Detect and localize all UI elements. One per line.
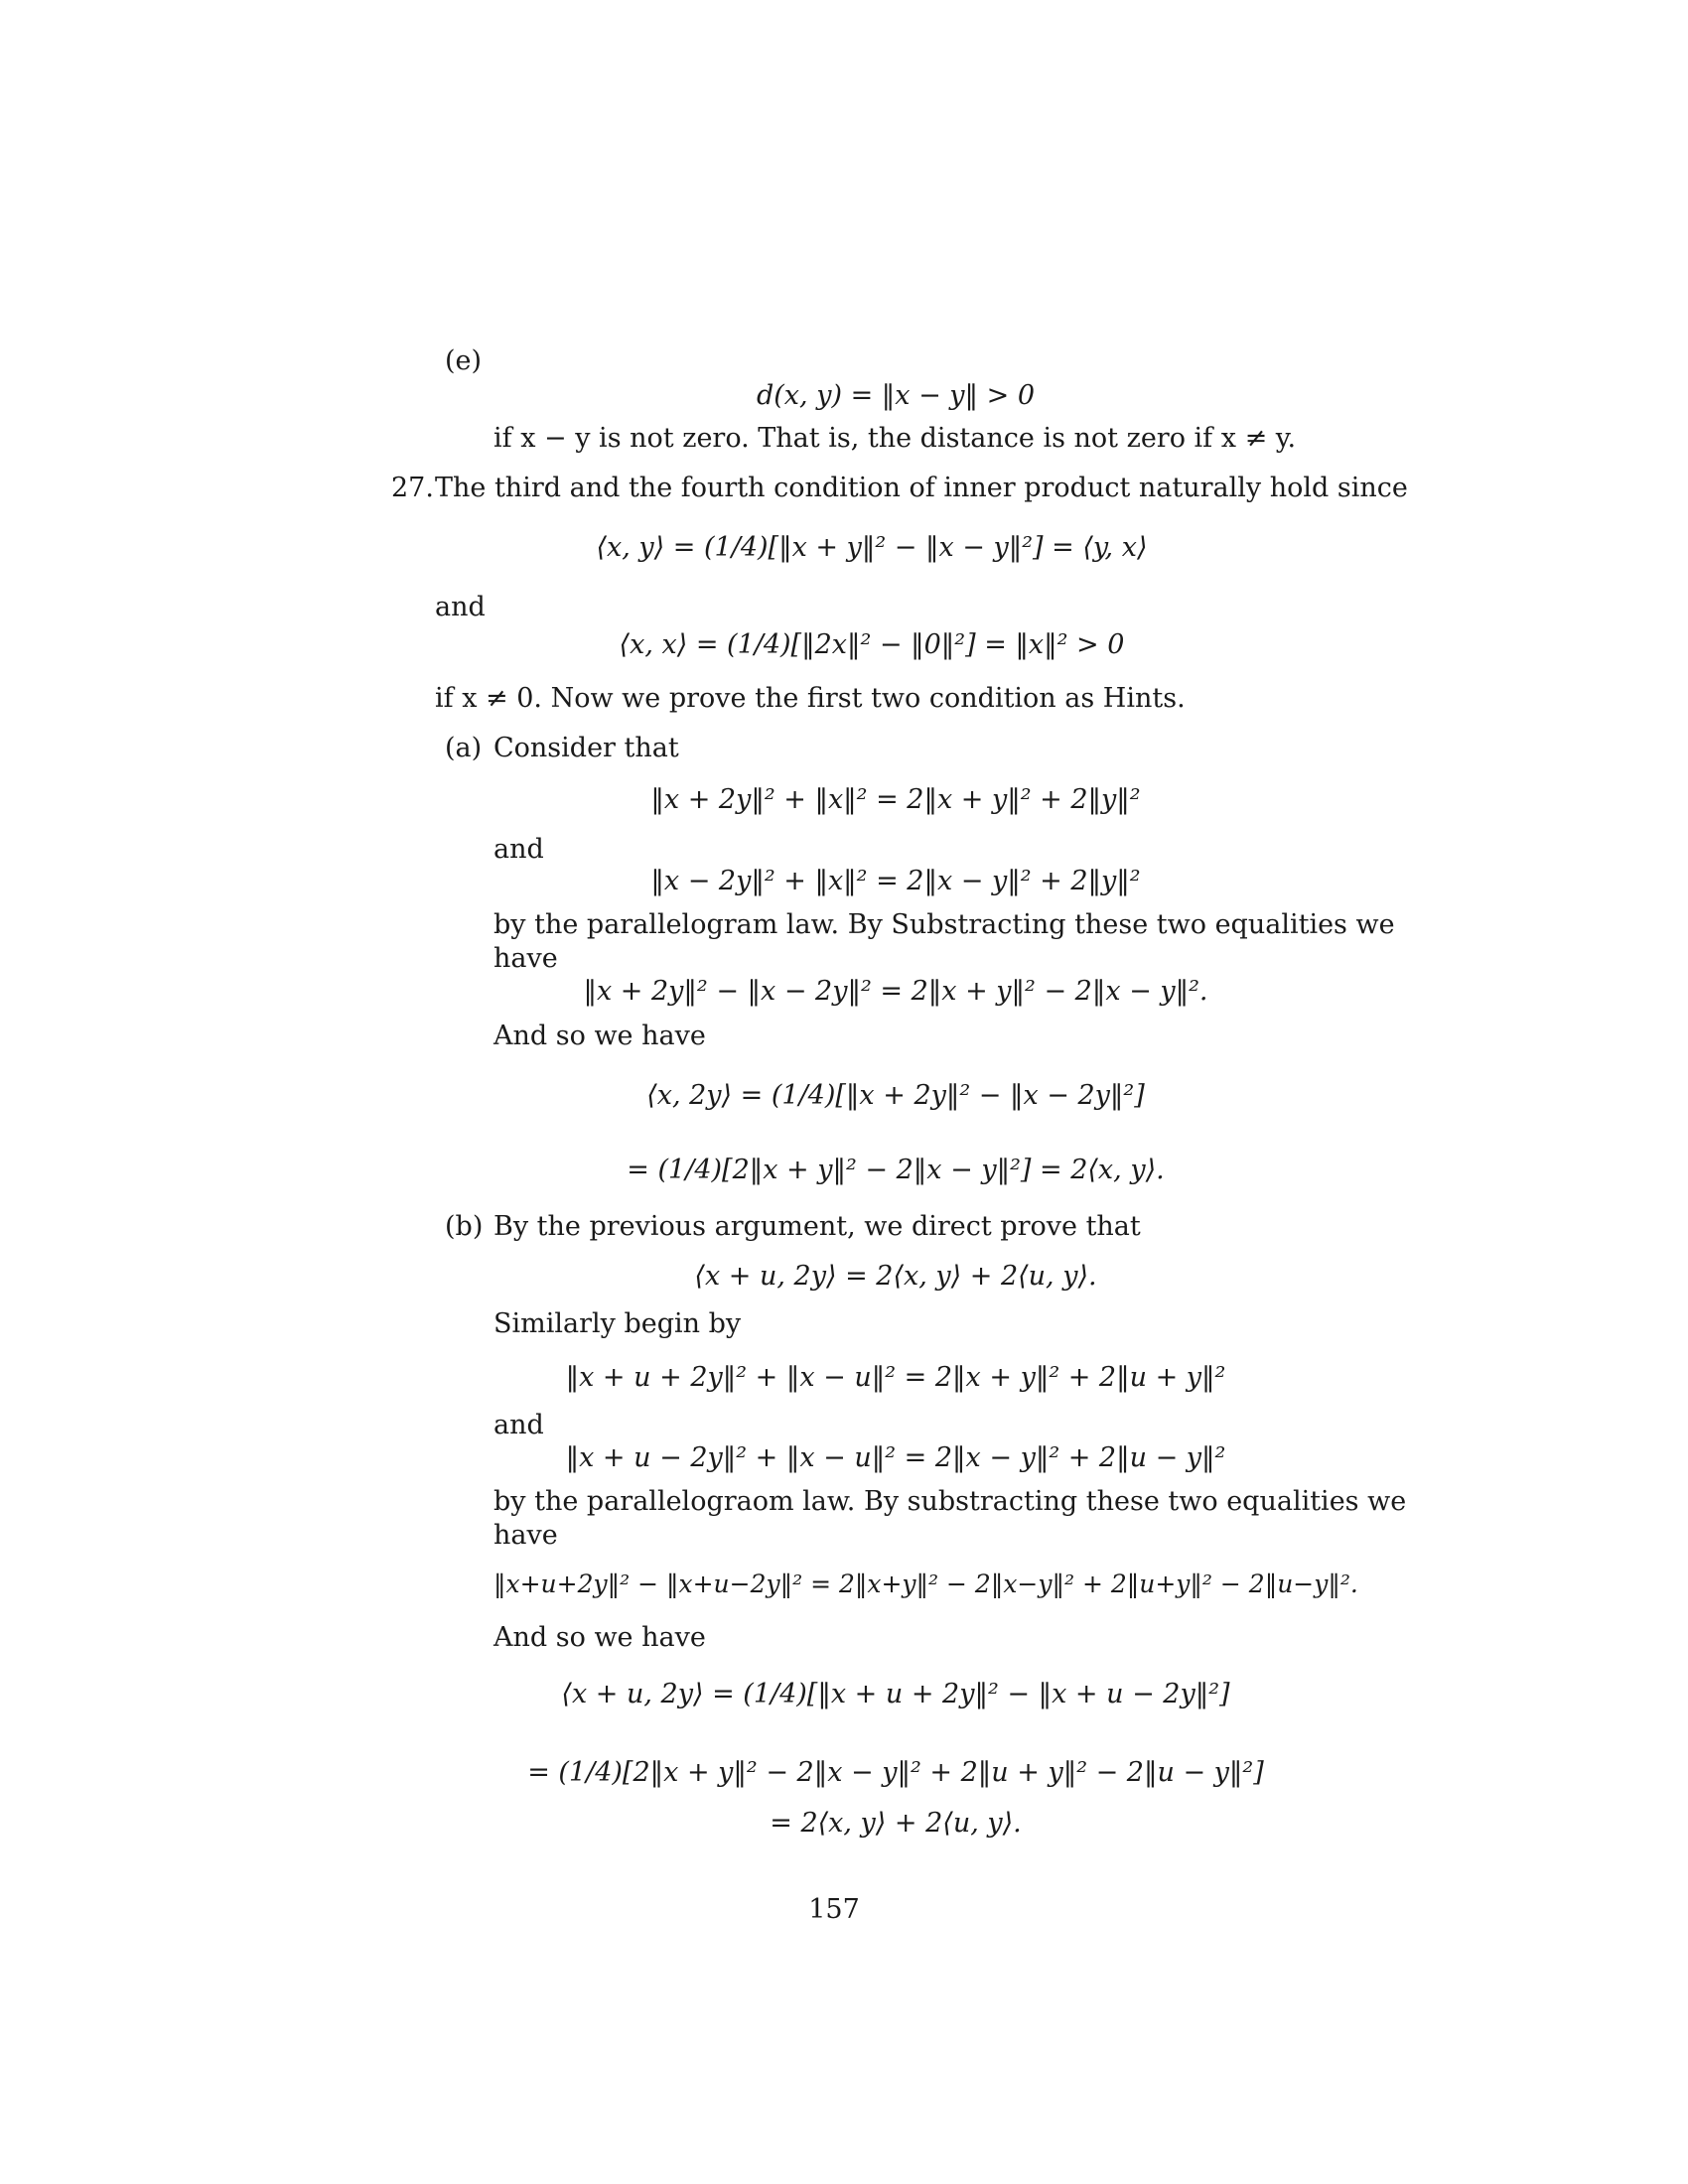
part-b-label: (b) (445, 1211, 484, 1242)
part-a-so: And so we have (493, 1021, 706, 1051)
part-b-equation-7: = 2⟨x, y⟩ + 2⟨u, y⟩. (770, 1808, 1022, 1839)
part-a-text-2: have (493, 943, 558, 974)
part-a-equation-2: ‖x − 2y‖² + ‖x‖² = 2‖x − y‖² + 2‖y‖² (650, 866, 1141, 896)
problem-27-equation-1: ⟨x, y⟩ = (1/4)[‖x + y‖² − ‖x − y‖²] = ⟨y, x⟩ (596, 532, 1148, 563)
part-b-equation-5: ⟨x + u, 2y⟩ = (1/4)[‖x + u + 2y‖² − ‖x + u − 2y‖²] (561, 1679, 1230, 1709)
part-b-equation-3: ‖x + u − 2y‖² + ‖x − u‖² = 2‖x − y‖² + 2‖u − y‖² (565, 1442, 1226, 1473)
part-e-label: (e) (445, 345, 483, 376)
part-a-equation-4: ⟨x, 2y⟩ = (1/4)[‖x + 2y‖² − ‖x − 2y‖²] (646, 1080, 1145, 1111)
part-b-text-1: by the parallelograom law. By substracting these two equalities we (493, 1486, 1407, 1517)
part-a-text-1: by the parallelogram law. By Substracting these two equalities we (493, 909, 1395, 940)
page-number: 157 (808, 1894, 860, 1925)
problem-27-equation-2: ⟨x, x⟩ = (1/4)[‖2x‖² − ‖0‖²] = ‖x‖² > 0 (619, 629, 1125, 660)
part-b-intro: By the previous argument, we direct prove that (493, 1211, 1141, 1242)
problem-27-intro: The third and the fourth condition of inner product naturally hold since (435, 473, 1408, 503)
part-e-text: if x − y is not zero. That is, the distance is not zero if x ≠ y. (493, 423, 1297, 454)
part-a-intro: Consider that (493, 733, 679, 763)
part-a-equation-5: = (1/4)[2‖x + y‖² − 2‖x − y‖²] = 2⟨x, y⟩. (627, 1155, 1165, 1185)
problem-27-condition: if x ≠ 0. Now we prove the first two condition as Hints. (435, 683, 1186, 714)
part-a-equation-1: ‖x + 2y‖² + ‖x‖² = 2‖x + y‖² + 2‖y‖² (650, 784, 1141, 815)
problem-27-and: and (435, 592, 486, 622)
part-b-equation-2: ‖x + u + 2y‖² + ‖x − u‖² = 2‖x + y‖² + 2‖u + y‖² (565, 1362, 1226, 1393)
part-b-text-2: have (493, 1520, 558, 1551)
part-b-equation-4: ‖x+u+2y‖² − ‖x+u−2y‖² = 2‖x+y‖² − 2‖x−y‖² + 2‖u+y‖² − 2‖u−y‖². (493, 1570, 1358, 1598)
part-b-equation-6: = (1/4)[2‖x + y‖² − 2‖x − y‖² + 2‖u + y‖² − 2‖u − y‖²] (527, 1757, 1264, 1788)
part-b-begin: Similarly begin by (493, 1308, 742, 1339)
problem-27-number: 27. (391, 473, 434, 503)
part-b-equation-1: ⟨x + u, 2y⟩ = 2⟨x, y⟩ + 2⟨u, y⟩. (694, 1261, 1097, 1292)
part-a-equation-3: ‖x + 2y‖² − ‖x − 2y‖² = 2‖x + y‖² − 2‖x − y‖². (583, 976, 1208, 1007)
part-e-equation: d(x, y) = ‖x − y‖ > 0 (756, 380, 1036, 411)
part-b-so: And so we have (493, 1622, 706, 1653)
part-a-label: (a) (445, 733, 483, 763)
part-a-and: and (493, 834, 544, 865)
part-b-and: and (493, 1410, 544, 1440)
